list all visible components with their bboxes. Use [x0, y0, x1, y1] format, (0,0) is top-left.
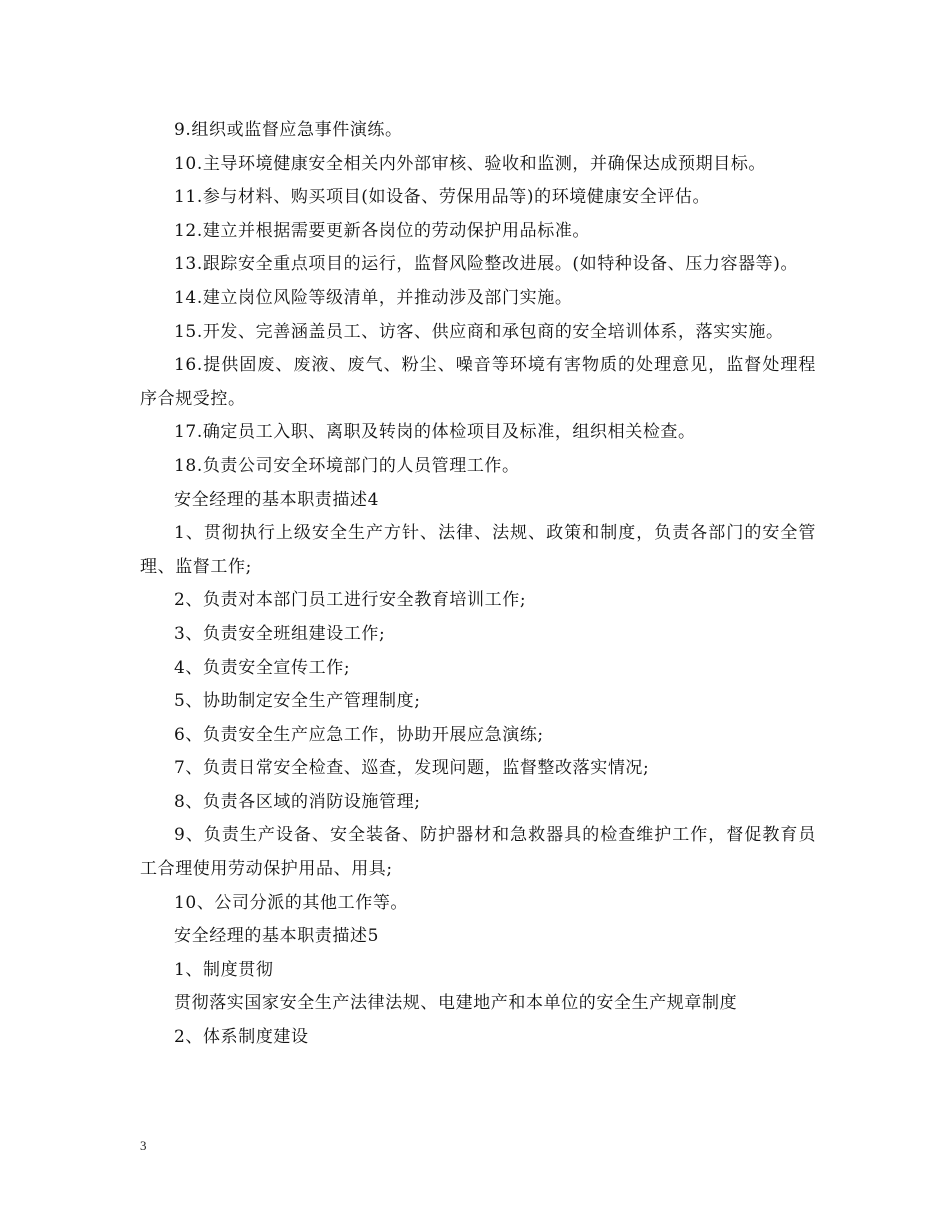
paragraph: 1、制度贯彻: [174, 959, 274, 980]
paragraph: 8、负责各区域的消防设施管理;: [174, 791, 421, 812]
paragraph: 1、贯彻执行上级安全生产方针、法律、法规、政策和制度，负责各部门的安全管理、监督工作;: [140, 523, 816, 577]
paragraph: 12.建立并根据需要更新各岗位的劳动保护用品标准。: [174, 220, 591, 241]
paragraph: 18.负责公司安全环境部门的人员管理工作。: [174, 455, 520, 476]
paragraph: 9、负责生产设备、安全装备、防护器材和急救器具的检查维护工作，督促教育员工合理使用劳动保护用品、用具;: [140, 825, 816, 880]
paragraph: 贯彻落实国家安全生产法律法规、电建地产和本单位的安全生产规章制度: [174, 993, 738, 1014]
paragraph: 6、负责安全生产应急工作，协助开展应急演练;: [174, 724, 544, 745]
paragraph: 15.开发、完善涵盖员工、访客、供应商和承包商的安全培训体系，落实实施。: [174, 321, 784, 342]
section-heading: 安全经理的基本职责描述5: [174, 926, 380, 947]
paragraph: 7、负责日常安全检查、巡查，发现问题，监督整改落实情况;: [174, 758, 650, 779]
paragraph: 5、协助制定安全生产管理制度;: [174, 691, 421, 712]
paragraph: 10、公司分派的其他工作等。: [174, 892, 409, 913]
paragraph: 17.确定员工入职、离职及转岗的体检项目及标准，组织相关检查。: [174, 422, 696, 443]
paragraph: 16.提供固废、废液、废气、粉尘、噪音等环境有害物质的处理意见，监督处理程序合规受控。: [140, 355, 816, 409]
paragraph: 2、体系制度建设: [174, 1027, 309, 1048]
page-body: [140, 114, 816, 1055]
paragraph: 10.主导环境健康安全相关内外部审核、验收和监测，并确保达成预期目标。: [174, 153, 767, 174]
page-number: 3: [140, 1138, 147, 1153]
paragraph: 2、负责对本部门员工进行安全教育培训工作;: [174, 590, 527, 611]
paragraph: 14.建立岗位风险等级清单，并推动涉及部门实施。: [174, 287, 573, 308]
paragraph: 4、负责安全宣传工作;: [174, 657, 351, 678]
section-heading: 安全经理的基本职责描述4: [174, 489, 380, 510]
paragraph: 3、负责安全班组建设工作;: [174, 623, 386, 644]
paragraph: 13.跟踪安全重点项目的运行，监督风险整改进展。(如特种设备、压力容器等)。: [174, 254, 799, 275]
paragraph: 9.组织或监督应急事件演练。: [174, 120, 403, 140]
paragraph: 11.参与材料、购买项目(如设备、劳保用品等)的环境健康安全评估。: [174, 187, 711, 208]
